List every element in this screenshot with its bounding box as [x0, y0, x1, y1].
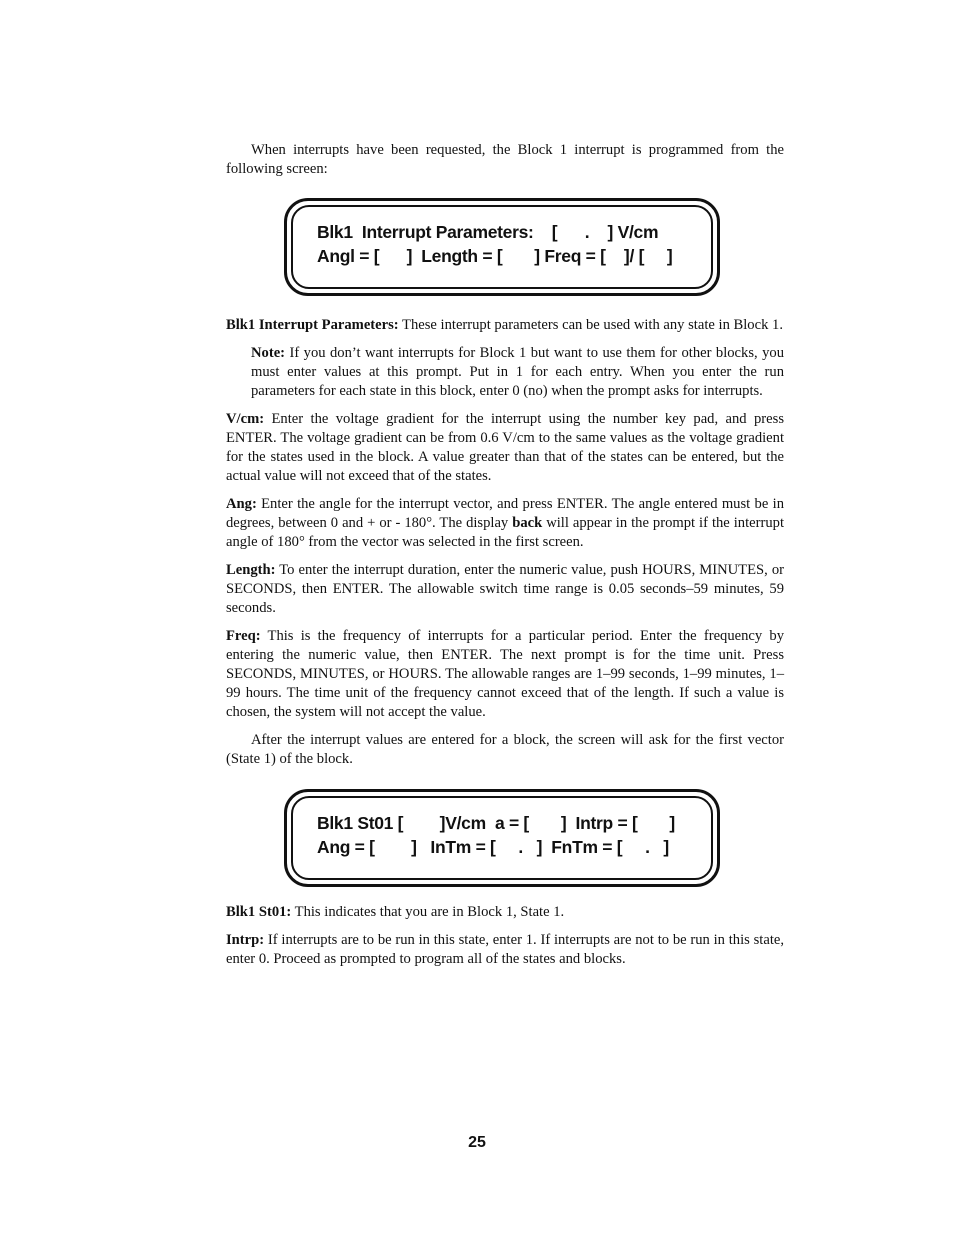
- description-text: This is the frequency of interrupts for a particular period. Enter the frequency by entering the numeric value, then ENTER. The next prompt is for the time unit. Press SECONDS, MINUTES, or HOURS. The allowable ranges are 1–99 seconds, 1–99 minutes, 1–99 hours. The time unit of the frequency cannot exceed that of the length. If such a value is chosen, the system will not accept the value.: [226, 628, 784, 720]
- term-label: Ang:: [226, 496, 257, 512]
- after-paragraph: After the interrupt values are entered for a block, the screen will ask for the first vector (State 1) of the block.: [226, 732, 784, 767]
- lcd-line-1: Blk1 St01 [ ]V/cm a = [ ] Intrp = [ ]: [317, 813, 675, 833]
- bold-word-back: back: [512, 515, 543, 531]
- page-number: 25: [468, 1134, 486, 1151]
- note-paragraph: [251, 344, 784, 401]
- page-content: [226, 141, 784, 978]
- intrp-paragraph: [226, 931, 784, 969]
- term-label: Blk1 St01:: [226, 904, 292, 920]
- description-text: Enter the voltage gradient for the interrupt using the number key pad, and press ENTER. The voltage gradient can be from 0.6 V/cm to the same values as the voltage gradient for the states used in the block. A value greater than that of the states can be entered, but the actual value will not exceed that of the states.: [226, 411, 784, 484]
- blk1-params-paragraph: [226, 316, 784, 335]
- description-text: To enter the interrupt duration, enter the numeric value, push HOURS, MINUTES, or SECONDS, then ENTER. The allowable switch time range is 0.05 seconds–59 minutes, 59 seconds.: [226, 562, 784, 616]
- description-text: These interrupt parameters can be used with any state in Block 1.: [398, 317, 783, 333]
- description-text: If interrupts are to be run in this state, enter 1. If interrupts are not to be run in this state, enter 0. Proceed as prompted to program all of the states and blocks.: [226, 932, 784, 967]
- ang-paragraph: [226, 495, 784, 552]
- length-paragraph: [226, 561, 784, 618]
- term-label: Note:: [251, 345, 286, 361]
- blk1-st01-paragraph: [226, 903, 784, 922]
- description-text: This indicates that you are in Block 1, State 1.: [291, 904, 565, 920]
- description-text: If you don’t want interrupts for Block 1 but want to use them for other blocks, you must enter values at this prompt. Put in 1 for each entry. When you enter the run parameters for each state in this block, enter 0 (no) when the prompt asks for interrupts.: [251, 345, 784, 399]
- term-label: Freq:: [226, 628, 261, 644]
- intro-paragraph: When interrupts have been requested, the Block 1 interrupt is programmed from the following screen:: [226, 142, 784, 177]
- description-text: Enter the angle for the interrupt vector, and press ENTER. The angle entered must be in degrees, between 0 and + or - 180°. The display: [226, 496, 784, 531]
- term-label: V/cm:: [226, 411, 265, 427]
- freq-paragraph: [226, 627, 784, 722]
- lcd-line-2: Ang = [ ] InTm = [ . ] FnTm = [ . ]: [317, 837, 669, 857]
- description-text: will appear in the prompt if the interrupt angle of 180° from the vector was selected in the first screen.: [226, 515, 785, 550]
- lcd-screen-interrupt-parameters: [284, 198, 720, 296]
- vcm-paragraph: [226, 410, 784, 486]
- lcd-screen-state-parameters: [284, 789, 720, 887]
- term-label: Blk1 Interrupt Parameters:: [226, 317, 399, 333]
- lcd-line-2: Angl = [ ] Length = [ ] Freq = [ ]/ [ ]: [317, 246, 673, 266]
- term-label: Intrp:: [226, 932, 265, 948]
- lcd-line-1: Blk1 Interrupt Parameters: [ . ] V/cm: [317, 222, 659, 242]
- term-label: Length:: [226, 562, 276, 578]
